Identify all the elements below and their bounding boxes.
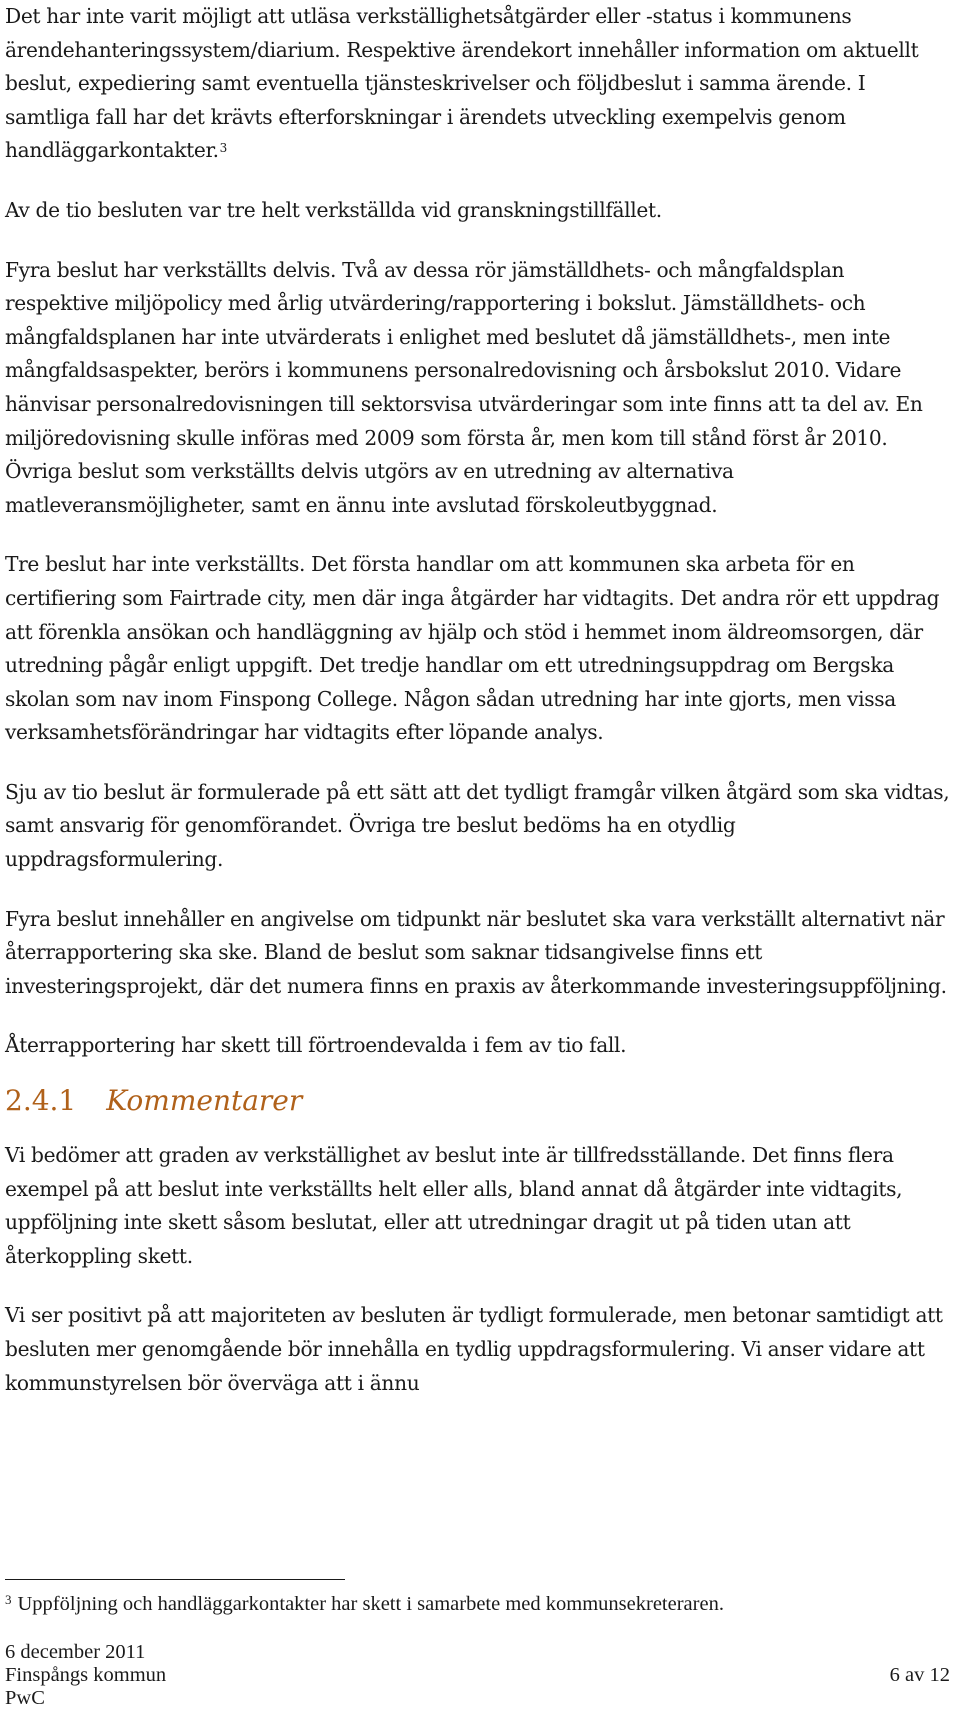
footnote-separator [5,1579,345,1580]
footer-organization: Finspångs kommun [5,1664,167,1686]
paragraph-ärendehantering [5,0,950,168]
paragraph-inte-verkställda: Tre beslut har inte verkställts. Det första handlar om att kommunen ska arbeta för en certifiering som Fairtrade city, men där inga åtgärder har vidtagits. Det andra rör ett uppdrag att förenkla ansökan och handläggning av hjälp och stöd i hemmet inom äldreomsorgen, där utredning pågår enligt uppgift. Det tredje handlar om ett utredningsuppdrag om Bergska skolan som nav inom Finspong College. Någon sådan utredning har inte gjorts, men vissa verksamhetsförändringar har vidtagits efter löpande analys. [5,552,940,745]
paragraph-bedömning: Vi bedömer att graden av verkställighet av beslut inte är tillfredsställande. Det finns flera exempel på att beslut inte verkställts helt eller alls, bland annat då åtgärder inte vidtagits, uppföljning inte skett såsom beslutat, eller att utredningar dragit ut på tiden utan att återkoppling skett. [5,1143,903,1268]
paragraph-positivt: Vi ser positivt på att majoriteten av besluten är tydligt formulerade, men betonar samtidigt att besluten mer genomgående bör innehålla en tydlig uppdragsformulering. Vi anser vidare att kommunstyrelsen bör överväga att i ännu [5,1303,943,1395]
document-page [5,0,950,1709]
footnote-reference: 3 [219,141,227,156]
section-title: Kommentarer [106,1084,303,1118]
footnote [5,1590,724,1618]
footer-page-number: 6 av 12 [889,1664,950,1686]
section-heading [5,1081,950,1121]
footer-date: 6 december 2011 [5,1641,146,1663]
page-footer [5,1641,950,1710]
footnote-marker: 3 [5,1592,12,1607]
paragraph-återrapportering: Återrapportering har skett till förtroendevalda i fem av tio fall. [5,1033,627,1058]
paragraph-text: Det har inte varit möjligt att utläsa verkställighetsåtgärder eller -status i kommunens ärendehanteringssystem/diarium. Respektive ärendekort innehåller information om aktuellt beslut, expediering samt eventuella tjänsteskrivelser och följdbeslut i samma ärende. I samtliga fall har det krävts efterforskningar i ärendets utveckling exempelvis genom handläggarkontakter. [5,4,919,163]
paragraph-formulering: Sju av tio beslut är formulerade på ett sätt att det tydligt framgår vilken åtgärd som ska vidtas, samt ansvarig för genomförandet. Övriga tre beslut bedöms ha en otydlig uppdragsformulering. [5,779,950,872]
section-number: 2.4.1 [5,1084,77,1118]
paragraph-tidpunkt: Fyra beslut innehåller en angivelse om tidpunkt när beslutet ska vara verkställt alternativt när återrapportering ska ske. Bland de beslut som saknar tidsangivelse finns ett investeringsprojekt, där det numera finns en praxis av återkommande investeringsuppföljning. [5,906,947,998]
paragraph-verkställda: Av de tio besluten var tre helt verkställda vid granskningstillfället. [5,197,662,222]
footnote-text: Uppföljning och handläggarkontakter har skett i samarbete med kommunsekreteraren. [17,1593,724,1615]
paragraph-delvis-verkställda: Fyra beslut har verkställts delvis. Två av dessa rör jämställdhets- och mångfaldsplan respektive miljöpolicy med årlig utvärdering/rapportering i bokslut. Jämställdhets- och mångfaldsplanen har inte utvärderats i enlighet med beslutet då jämställdhets-, men inte mångfaldsaspekter, berörs i kommunens personalredovisning och årsbokslut 2010. Vidare hänvisar personalredovisningen till sektorsvisa utvärderingar som inte finns att ta del av. En miljöredovisning skulle införas med 2009 som första år, men kom till stånd först år 2010. Övriga beslut som verkställts delvis utgörs av en utredning av alternativa matleveransmöjligheter, samt en ännu inte avslutad förskoleutbyggnad. [5,257,923,517]
footer-firm: PwC [5,1687,45,1709]
